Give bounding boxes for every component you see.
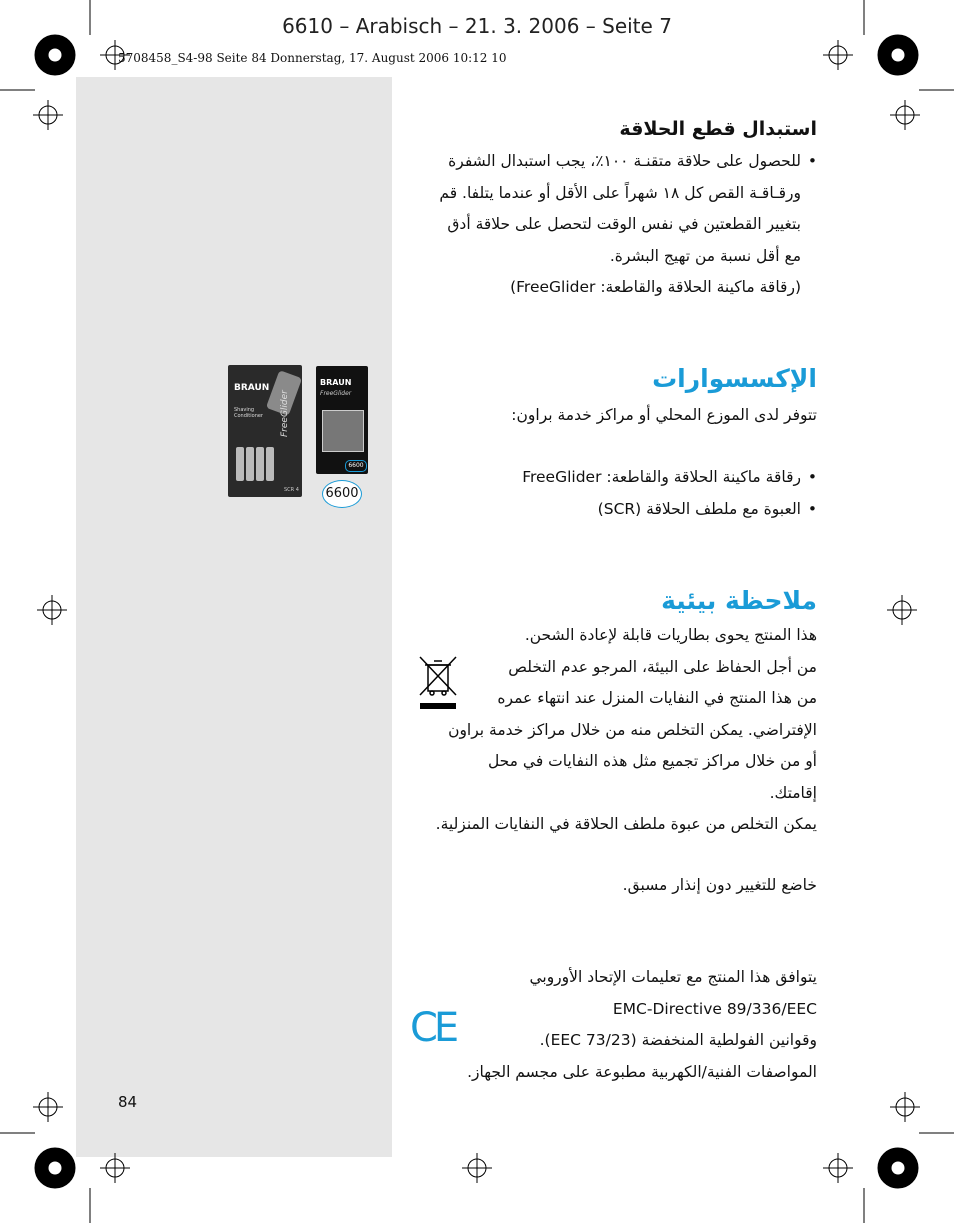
bullet-icon: • [807, 499, 817, 518]
replacement-heading: استبدال قطع الحلاقة [619, 118, 817, 140]
environment-heading: ملاحظة بيئية [661, 586, 817, 615]
cartridges-icon [236, 447, 274, 485]
model-badge: 6600 [322, 480, 362, 508]
replacement-body [405, 146, 817, 304]
pack-code: SCR 4 [284, 487, 299, 493]
model-tag: 6600 [345, 460, 367, 472]
list-item: •العبوة مع ملطف الحلاقة (SCR) [405, 494, 817, 526]
environment-line: من أجل الحفاظ على البيئة، المرجو عدم التخلص [508, 657, 817, 676]
foil-cutter-pack-image [316, 366, 368, 474]
registration-starburst-icon [35, 35, 75, 75]
accessories-intro: تتوفر لدى الموزع المحلي أو مراكز خدمة براون: [511, 406, 817, 424]
ce-mark-icon: CE [410, 1005, 456, 1051]
brand-logo: BRAUN [320, 378, 352, 387]
foil-cassette-icon [322, 410, 364, 452]
accessories-list [405, 462, 817, 525]
brand-logo: BRAUN [234, 383, 270, 393]
pack-label: Shaving Conditioner [234, 407, 263, 419]
list-item-continuation: بتغيير القطعتين في نفس الوقت لتحصل على حلاقة أدق [447, 215, 801, 233]
environment-body [405, 620, 817, 841]
page-number: 84 [118, 1093, 138, 1111]
emc-directive: EMC-Directive 89/336/EEC [612, 999, 817, 1018]
environment-line: يمكن التخلص من عبوة ملطف الحلاقة في النفايات المنزلية. [435, 815, 817, 833]
running-title: 6610 – Arabisch – 21. 3. 2006 – Seite 7 [282, 14, 672, 38]
compliance-line: وقوانين الفولطية المنخفضة (73/23 EEC). [539, 1031, 817, 1049]
compliance-line: يتوافق هذا المنتج مع تعليمات الإتحاد الأوروبي [529, 968, 817, 986]
bullet-icon: • [807, 152, 817, 170]
shaving-conditioner-pack-image [228, 365, 302, 497]
environment-line: أو من خلال مراكز تجميع مثل هذه النفايات في محل [487, 752, 817, 770]
list-item-continuation: ورقـاقـة القص كل ١٨ شهراً على الأقل أو عندما يتلفا. قم [439, 183, 801, 202]
compliance-line: المواصفات الفنية/الكهربية مطبوعة على مجسم الجهاز. [467, 1062, 817, 1081]
environment-line: إقامتك. [769, 783, 817, 802]
list-item: •رقاقة ماكينة الحلاقة والقاطعة: FreeGlider [405, 462, 817, 494]
list-item-continuation: مع أقل نسبة من تهيج البشرة. [609, 246, 801, 265]
environment-line: الإفتراضي. يمكن التخلص منه من خلال مراكز خدمة براون [448, 720, 817, 739]
compliance-block [405, 962, 817, 1088]
environment-line: من هذا المنتج في النفايات المنزل عند انتهاء عمره [497, 689, 817, 707]
accessories-heading: الإكسسوارات [652, 364, 817, 393]
weee-crossed-bin-icon [418, 655, 458, 713]
print-slug: 5708458_S4-98 Seite 84 Donnerstag, 17. August 2006 10:12 10 [118, 51, 507, 65]
environment-line: هذا المنتج يحوى بطاريات قابلة لإعادة الشحن. [524, 626, 817, 644]
bullet-icon: • [807, 468, 817, 486]
replacement-note: (رقاقة ماكينة الحلاقة والقاطعة: FreeGlider) [510, 278, 801, 296]
product-name-vertical: FreeGlider [280, 390, 290, 437]
product-name: FreeGlider [320, 390, 352, 397]
list-item: •للحصول على حلاقة متقنـة ١٠٠٪، يجب استبدال الشفرة [405, 146, 817, 178]
subject-to-change-note: خاضع للتغيير دون إنذار مسبق. [622, 876, 817, 894]
